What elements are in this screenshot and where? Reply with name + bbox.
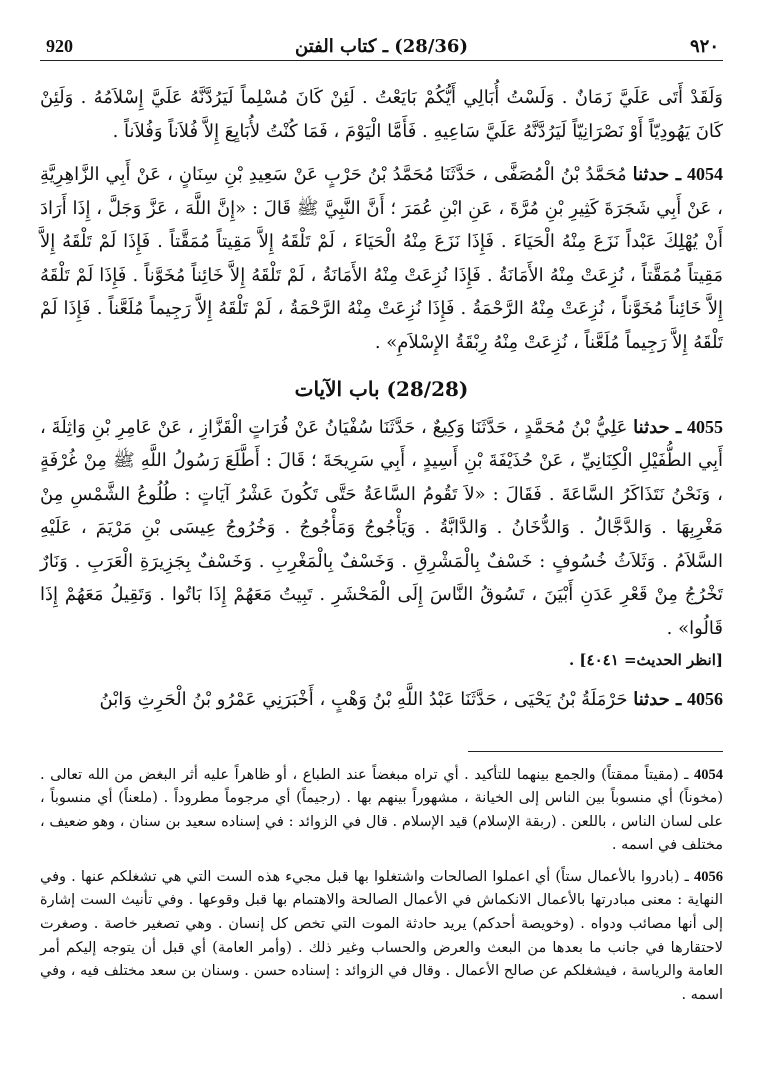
footnote-text: ـ (مقيتاً ممقتاً) والجمع بينهما للتأكيد . أي تراه مبغضاً عند الطباع ، أو ظاهراً عليه أثر البغض من الله تعالى . (مخوناً) أي منسوباً بين الناس إلى الخيانة ، مشهوراً بينهم بها . (رجيماً) أي مرجوماً مطروداً . (ملعناً) أي منسوباً ، على لسان الناس ، باللعن . (ربقة الإسلام) قيد الإسلام . قال في الزوائد : في إسناده سعيد بن سنان ، وهو ضعيف ، مختلف في اسمه . — [40, 766, 723, 854]
running-title: (28/36) ـ كتاب الفتن — [295, 36, 468, 57]
hadith-lead: ـ حدثنا — [633, 689, 682, 710]
page-number-arabic: ٩٢٠ — [689, 36, 719, 57]
hadith-number: 4054 — [687, 164, 724, 184]
hadith-4056 — [40, 683, 723, 717]
hadith-4054 — [40, 158, 723, 359]
footnote-text: ـ (بادروا بالأعمال ستاً) أي اعملوا الصالحات واشتغلوا بها قبل مجيء هذه الست التي هي تشغلكم عنها . وفي النهاية : معنى مبادرتها بالأعمال الانكماش في الأعمال الصالحة والاهتمام بها قبل وقوعها . وفي تأنيث الست إشارة إلى أنها مصائب ودواه . (وخويصة أحدكم) يريد حادثة الموت التي تخص كل إنسان . وهي تصغير خاصة . وصغرت لاحتقارها في جانب ما بعدها من البعث والعرض والحساب وغير ذلك . (وأمر العامة) أي قبل أن يتوجه إليكم أمر العامة والرياسة ، فيشغلكم عن صالح الأعمال . وقال في الزوائد : إسناده حسن . وسنان بن سعد مختلف فيه ، وفي اسمه . — [40, 868, 723, 1003]
hadith-text: مُحَمَّدُ بْنُ الْمُصَفَّى ، حَدَّثَنَا مُحَمَّدُ بْنُ حَرْبٍ عَنْ سَعِيدِ بْنِ سِنَانٍ ، عَنْ أَبِي الزَّاهِرِيَّةِ ، عَنْ أَبِي شَجَرَةَ كَثِيرِ بْنِ مُرَّةَ ، عَنِ ابْنِ عُمَرَ ؛ أَنَّ النَّبِيَّ ﷺ قَالَ : «إِنَّ اللَّهَ ، عَزَّ وَجَلَّ ، إِذَا أَرَادَ أَنْ يُهْلِكَ عَبْداً نَزَعَ مِنْهُ الْحَيَاءَ . فَإِذَا نَزَعَ مِنْهُ الْحَيَاءَ ، لَمْ تَلْقَهُ إِلاَّ مَقِيتاً مُمَقَّتاً . فَإِذَا لَمْ تَلْقَهُ إِلاَّ مَقِيتاً مُمَقَّتاً ، نُزِعَتْ مِنْهُ الأَمَانَةُ . فَإِذَا نُزِعَتْ مِنْهُ الأَمَانَةُ ، لَمْ تَلْقَهُ إِلاَّ خَائِناً مُخَوَّناً . فَإِذَا لَمْ تَلْقَهُ إِلاَّ خَائِناً مُخَوَّناً ، نُزِعَتْ مِنْهُ الرَّحْمَةُ . فَإِذَا نُزِعَتْ مِنْهُ الرَّحْمَةُ ، لَمْ تَلْقَهُ إِلاَّ رَجِيماً مُلَعَّناً . فَإِذَا لَمْ تَلْقَهُ إِلاَّ رَجِيماً مُلَعَّناً ، نُزِعَتْ مِنْهُ رِبْقَةُ الإِسْلاَمِ» . — [40, 164, 723, 353]
footnote-number: 4056 — [694, 868, 724, 885]
cross-reference: [انظر الحديث= ٤٠٤١] . — [568, 651, 723, 669]
hadith-text: حَرْمَلَةُ بْنُ يَحْيَى ، حَدَّثَنَا عَبْدُ اللَّهِ بْنُ وَهْبٍ ، أَخْبَرَنِي عَمْرُو بْنُ الْحَرِثِ وَابْنُ — [99, 689, 628, 710]
footnote-4056 — [40, 866, 723, 1008]
footnotes — [40, 764, 723, 1008]
footnote-4054 — [40, 764, 723, 858]
footnote-number: 4054 — [694, 766, 723, 783]
hadith-lead: ـ حدثنا — [633, 416, 682, 438]
hadith-lead: ـ حدثنا — [632, 164, 681, 185]
chapter-title: (28/28) باب الآيات — [294, 377, 469, 401]
footnote-divider — [468, 751, 723, 752]
hadith-4055 — [40, 411, 723, 646]
page-number-latin: 920 — [46, 36, 73, 56]
continued-paragraph: وَلَقَدْ أَتَى عَلَيَّ زَمَانٌ . وَلَسْتُ أُبَالِي أَيُّكُمْ بَايَعْتُ . لَئِنْ كَانَ مُسْلِماً لَيَرُدَّنَّهُ عَلَيَّ إِسْلاَمُهُ . وَلَئِنْ كَانَ يَهُودِيّاً أَوْ نَصْرَانِيّاً لَيَرُدَّنَّهُ عَلَيَّ سَاعِيهِ . فَأَمَّا الْيَوْمَ ، فَمَا كُنْتُ لأُبَايِعَ إِلاَّ فُلاَناً وَفُلاَناً . — [40, 87, 723, 142]
hadith-number: 4056 — [687, 689, 723, 709]
hadith-number: 4055 — [687, 416, 723, 437]
main-text — [40, 81, 723, 717]
page-header — [40, 0, 723, 61]
hadith-text: عَلِيُّ بْنُ مُحَمَّدٍ ، حَدَّثَنَا وَكِيعٌ ، حَدَّثَنَا سُفْيَانُ عَنْ فُرَاتٍ الْقَزَّازِ ، عَنْ عَامِرِ بْنِ وَاثِلَةَ ، أَبِي الطُّفَيْلِ الْكِنَانِيِّ ، عَنْ حُذَيْفَةَ بْنِ أَسِيدٍ ، أَبِي سَرِيحَةَ ؛ قَالَ : أَطَّلَعَ رَسُولُ اللَّهِ ﷺ مِنْ غُرْفَةٍ ، وَنَحْنُ نَتَذَاكَرُ السَّاعَةَ . فَقَالَ : «لاَ تَقُومُ السَّاعَةُ حَتَّى تَكُونَ عَشْرُ آيَاتٍ : طُلُوعُ الشَّمْسِ مِنْ مَغْرِبِهَا . وَالدَّجَّالُ . وَالدُّخَانُ . وَالدَّابَّةُ . وَيَأْجُوجُ وَمَأْجُوجُ . وَخُرُوجُ عِيسَى بْنِ مَرْيَمَ ، عَلَيْهِ السَّلاَمُ . وَثَلاَثُ خُسُوفٍ : خَسْفٌ بِالْمَشْرِقِ . وَخَسْفٌ بِالْمَغْرِبِ . وَخَسْفٌ بِجَزِيرَةِ الْعَرَبِ . وَنَارٌ تَخْرُجُ مِنْ قَعْرِ عَدَنِ أَبْيَنَ ، تَسُوقُ النَّاسَ إِلَى الْمَحْشَرِ . تَبِيتُ مَعَهُمْ إِذَا بَاتُوا . وَتَقِيلُ مَعَهُمْ إِذَا قَالُوا» . — [40, 416, 723, 639]
